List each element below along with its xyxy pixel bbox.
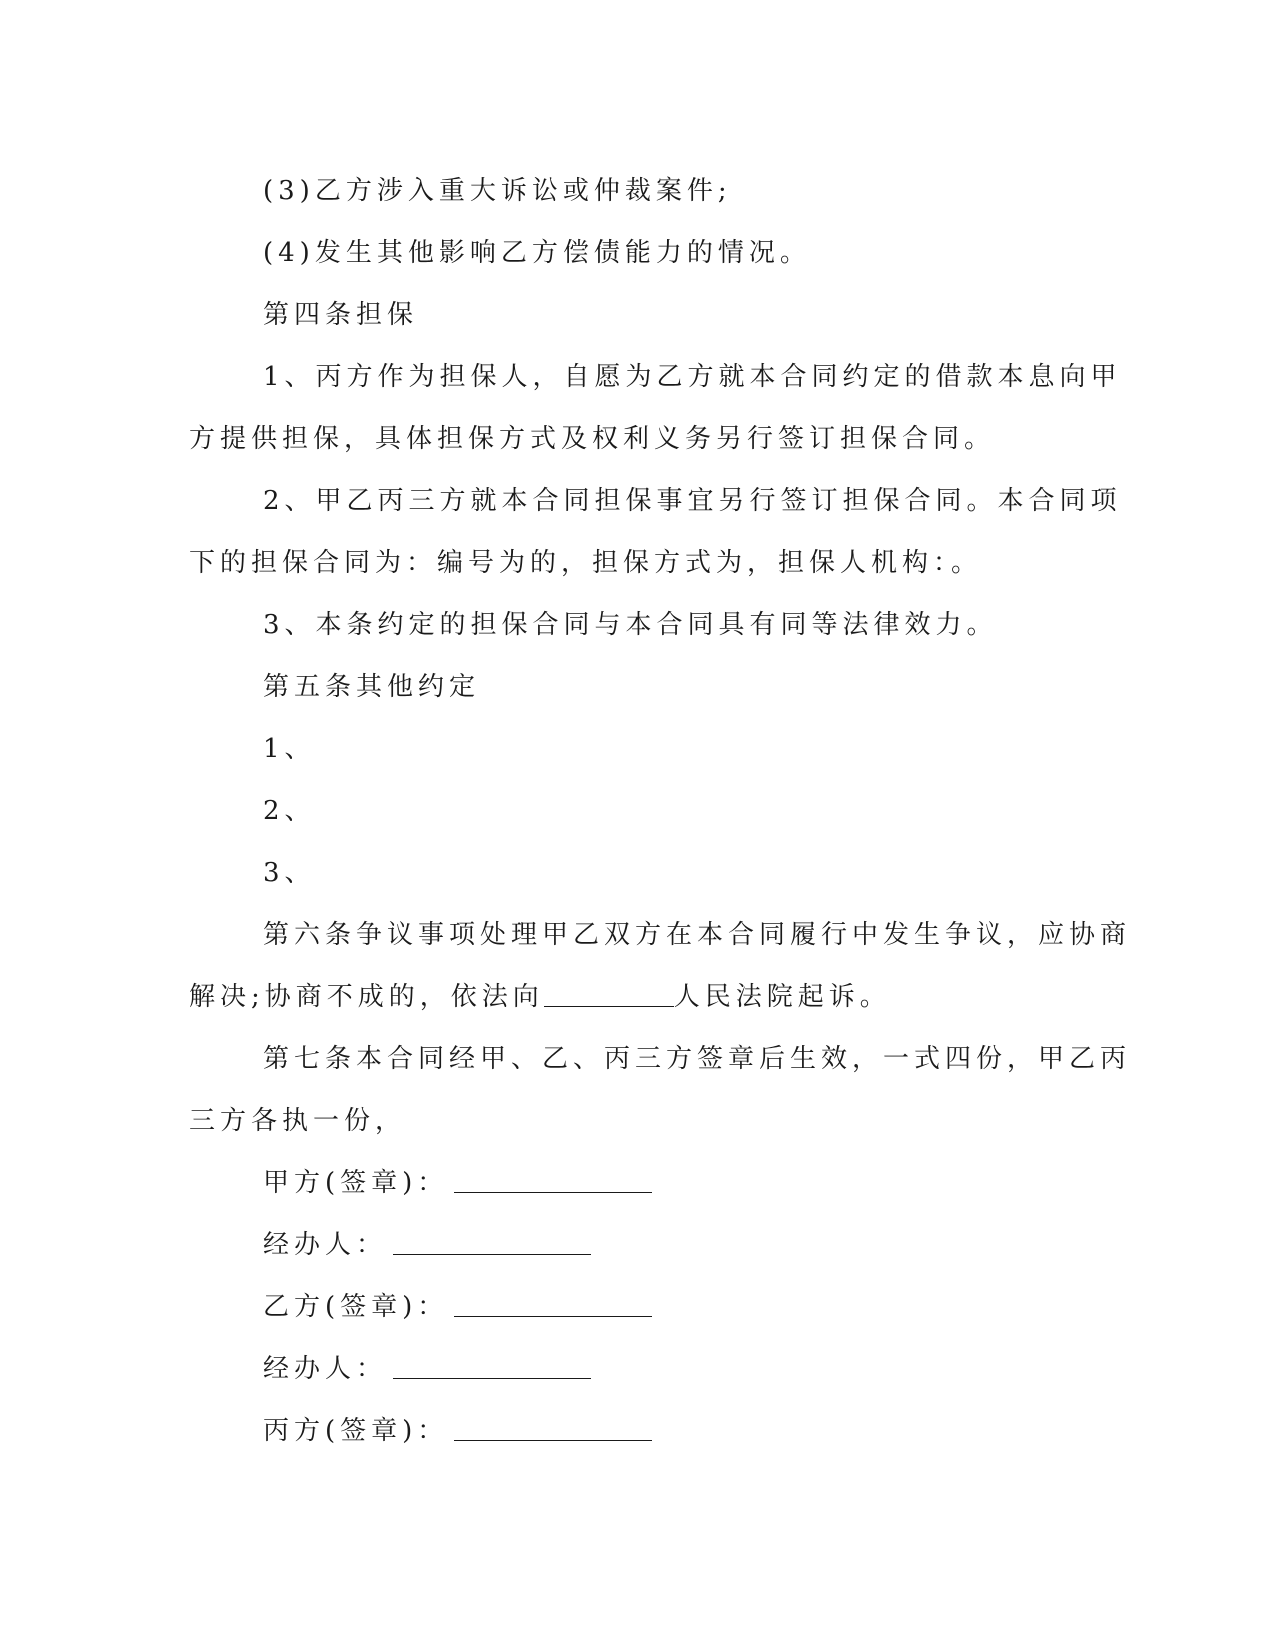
- signature-party-c-label: 丙方(签章)：: [263, 1416, 449, 1446]
- signature-agent-2: [189, 1338, 1089, 1400]
- article-6-line-2-end: 人民法院起诉。: [673, 982, 891, 1012]
- article-5-heading: 第五条其他约定: [263, 672, 481, 702]
- signature-agent-2-label: 经办人：: [263, 1354, 388, 1384]
- article-6-line-2-start: 解决;协商不成的，依法向: [189, 982, 544, 1012]
- article-4-item-3: 3、本条约定的担保合同与本合同具有同等法律效力。: [263, 610, 998, 640]
- court-blank-line: [544, 976, 674, 1007]
- signature-party-b: [189, 1276, 1089, 1338]
- signature-party-a-label: 甲方(签章)：: [263, 1168, 449, 1198]
- signature-agent-2-blank: [393, 1348, 591, 1379]
- signature-party-b-label: 乙方(签章)：: [263, 1292, 449, 1322]
- article-6-line-1: 第六条争议事项处理甲乙双方在本合同履行中发生争议，应协商: [263, 920, 1132, 950]
- contract-text: [189, 160, 1132, 1462]
- article-7-line-2: 三方各执一份，: [189, 1106, 407, 1136]
- clause-3-4: (4)发生其他影响乙方偿债能力的情况。: [263, 238, 811, 268]
- article-4-item-1-line-1: 1、丙方作为担保人，自愿为乙方就本合同约定的借款本息向甲: [263, 362, 1122, 392]
- signature-party-a: [189, 1152, 1089, 1214]
- signature-agent-1-label: 经办人：: [263, 1230, 388, 1260]
- article-4-heading: 第四条担保: [263, 300, 419, 330]
- article-5-item-2: 2、: [263, 796, 316, 826]
- clause-3-3: (3)乙方涉入重大诉讼或仲裁案件;: [263, 176, 732, 206]
- signature-party-c-blank: [454, 1410, 652, 1441]
- signature-party-c: [189, 1400, 1089, 1462]
- signature-agent-1-blank: [393, 1224, 591, 1255]
- signature-agent-1: [189, 1214, 1089, 1276]
- article-6-line-2: [189, 966, 1089, 1028]
- article-4-item-2-line-1: 2、甲乙丙三方就本合同担保事宜另行签订担保合同。本合同项: [263, 486, 1122, 516]
- signature-party-a-blank: [454, 1162, 652, 1193]
- article-4-item-2-line-2: 下的担保合同为：编号为的，担保方式为，担保人机构：。: [189, 548, 983, 578]
- article-7-line-1: 第七条本合同经甲、乙、丙三方签章后生效，一式四份，甲乙丙: [263, 1044, 1132, 1074]
- article-5-item-1: 1、: [263, 734, 316, 764]
- article-4-item-1-line-2: 方提供担保，具体担保方式及权利义务另行签订担保合同。: [189, 424, 996, 454]
- signature-party-b-blank: [454, 1286, 652, 1317]
- article-5-item-3: 3、: [263, 858, 316, 888]
